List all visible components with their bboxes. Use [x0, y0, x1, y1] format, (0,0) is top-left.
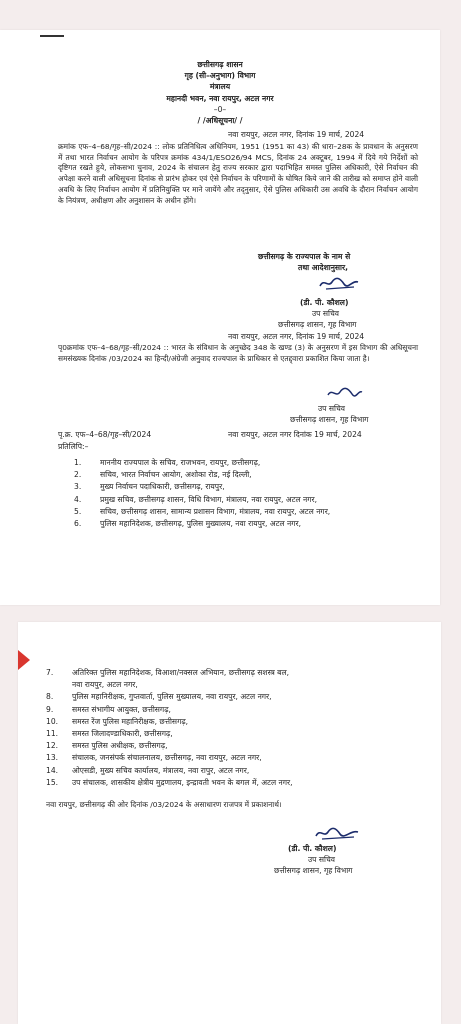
order-line-2: तथा आदेशानुसार, — [298, 263, 349, 272]
signature-mark — [326, 385, 364, 401]
recipient-15-continuation: नवा रायपुर, छत्तीसगढ़ की ओर दिनांक /03/2024 के असाधारण राजपत्र में प्रकाशनार्थ। — [46, 800, 282, 809]
endorsement2-place-date: नवा रायपुर, अटल नगर दिनांक 19 मार्च, 2024 — [228, 430, 362, 439]
order-line-1: छत्तीसगढ़ के राज्यपाल के नाम से — [258, 252, 351, 261]
dept-heading: गृह (सी–अनुभाग) विभाग — [184, 71, 256, 80]
list-item: 11. समस्त जिलादण्डाधिकारी, छत्तीसगढ़, — [46, 728, 173, 738]
signatory-office-2: छत्तीसगढ़ शासन, गृह विभाग — [274, 866, 353, 875]
notification-paragraph: क्रमांक एफ–4–68/गृह–सी/2024 :: लोक प्रतिनिधित्व अधिनियम, 1951 (1951 का 43) की धारा–28क के प्रावधान के अनुसरण में तथा भारत निर्वाचन आयोग के परिपत्र क्रमांक 434/1/ESO26/94 MCS, दिनांक 24 अक्टूबर, 1994 में दिये गये निर्देशों को दृष्टिगत रखते हुये, लोकसभा चुनाव, 2024 के संचालन हेतु राज्य सरकार द्वारा पदाभिहित समस्त पुलिस अधिकारी, ऐसे निर्वाचन की अपेक्षा करने वाली अधिसूचना दिनांक से प्रारंभ होकर एवं ऐसे निर्वाचन के परिणामों के घोषित किये जाने की तारीख को समाप्त होने वाली अवधि के लिए निर्वाचन आयोग में प्रतिनियुक्ति पर माने जायेंगे और तद्नुसार, ऐसे पुलिस अधिकारी उस अवधि के दौरान निर्वाचन आयोग के नियंत्रण, अधीक्षण और अनुशासन के अधीन होंगे। — [58, 142, 418, 205]
divider: –0– — [213, 105, 227, 114]
list-item: 2. सचिव, भारत निर्वाचन आयोग, अशोका रोड, नई दिल्ली, — [74, 470, 252, 480]
address-heading: महानदी भवन, नवा रायपुर, अटल नगर — [166, 94, 274, 103]
list-item: 9. समस्त संभागीय आयुक्त, छत्तीसगढ़, — [46, 704, 171, 714]
endorsement1-designation: उप सचिव — [318, 404, 346, 413]
copy-to-label: प्रतिलिपि:– — [58, 442, 89, 451]
notification-title: / /अधिसूचना/ / — [197, 116, 243, 125]
endorsement2-ref: पृ.क्र. एफ–4–68/गृह–सी/2024 — [58, 430, 152, 439]
signatory-office: छत्तीसगढ़ शासन, गृह विभाग — [278, 320, 357, 329]
signature-mark — [318, 274, 360, 292]
place-date: नवा रायपुर, अटल नगर, दिनांक 19 मार्च, 2024 — [228, 130, 365, 139]
signatory-name: (डी. पी. कौशल) — [300, 298, 349, 307]
list-item-continuation: नवा रायपुर, अटल नगर, — [72, 680, 138, 690]
top-dash — [40, 35, 64, 37]
signatory-designation: उप सचिव — [312, 309, 340, 318]
recipient-list-1 — [74, 458, 436, 531]
list-item: 13. संचालक, जनसंपर्क संचालनालय, छत्तीसगढ़, नवा रायपुर, अटल नगर, — [46, 753, 262, 763]
list-item: 10. समस्त रेंज पुलिस महानिरीक्षक, छत्तीसगढ़, — [46, 716, 189, 726]
list-item: 7. अतिरिक्त पुलिस महानिदेशक, विआशा/नक्सल अभियान, छत्तीसगढ़ सशस्त्र बल, — [46, 668, 290, 677]
recipient-list-2 — [46, 668, 438, 790]
document-page-2 — [18, 622, 441, 1024]
signatory-designation-2: उप सचिव — [308, 855, 336, 864]
list-item: 5. सचिव, छत्तीसगढ़ शासन, सामान्य प्रशासन विभाग, मंत्रालय, नवा रायपुर, अटल नगर, — [74, 506, 331, 516]
endorsement1-place-date: नवा रायपुर, अटल नगर, दिनांक 19 मार्च, 2024 — [228, 332, 365, 341]
list-item: 4. प्रमुख सचिव, छत्तीसगढ़ शासन, विधि विभाग, मंत्रालय, नवा रायपुर, अटल नगर, — [74, 494, 318, 504]
list-item: 15. उप संचालक, शासकीय क्षेत्रीय मुद्रणालय, इन्द्रावती भवन के बगल में, अटल नगर, — [46, 777, 293, 787]
page-marker — [18, 650, 30, 670]
document-page-1 — [0, 30, 440, 605]
list-item: 1. माननीय राज्यपाल के सचिव, राजभवन, रायपुर, छत्तीसगढ़, — [74, 458, 261, 467]
endorsement1-paragraph: पृ0क्रमांक एफ–4–68/गृह–सी/2024 :: भारत के संविधान के अनुच्छेद 348 के खण्ड (3) के अनुसरण में इस विभाग की अधिसूचना समसंख्यक दिनांक /03/2024 का हिन्दी/अंग्रेजी अनुवाद राज्यपाल के प्राधिकार से एतद्द्वारा प्रकाशित किया जाता है। — [58, 343, 418, 363]
list-item: 14. ओएसडी, मुख्य सचिव कार्यालय, मंत्रालय, नवा रापुर, अटल नगर, — [46, 765, 250, 775]
signatory-name-2: (डी. पी. कौशल) — [288, 844, 337, 853]
list-item: 3. मुख्य निर्वाचन पदाधिकारी, छत्तीसगढ़, रायपुर, — [74, 482, 225, 492]
ministry-heading: मंत्रालय — [209, 82, 231, 91]
endorsement1-office: छत्तीसगढ़ शासन, गृह विभाग — [290, 415, 369, 424]
list-item: 8. पुलिस महानिरीक्षक, गुप्तवार्ता, पुलिस मुख्यालय, नवा रायपुर, अटल नगर, — [46, 692, 272, 702]
govt-heading: छत्तीसगढ़ शासन — [197, 60, 243, 69]
signature-mark — [314, 824, 360, 842]
list-item: 6. पुलिस महानिदेशक, छत्तीसगढ़, पुलिस मुख्यालय, नवा रायपुर, अटल नगर, — [74, 518, 302, 528]
list-item: 12. समस्त पुलिस अधीक्षक, छत्तीसगढ़, — [46, 741, 168, 751]
